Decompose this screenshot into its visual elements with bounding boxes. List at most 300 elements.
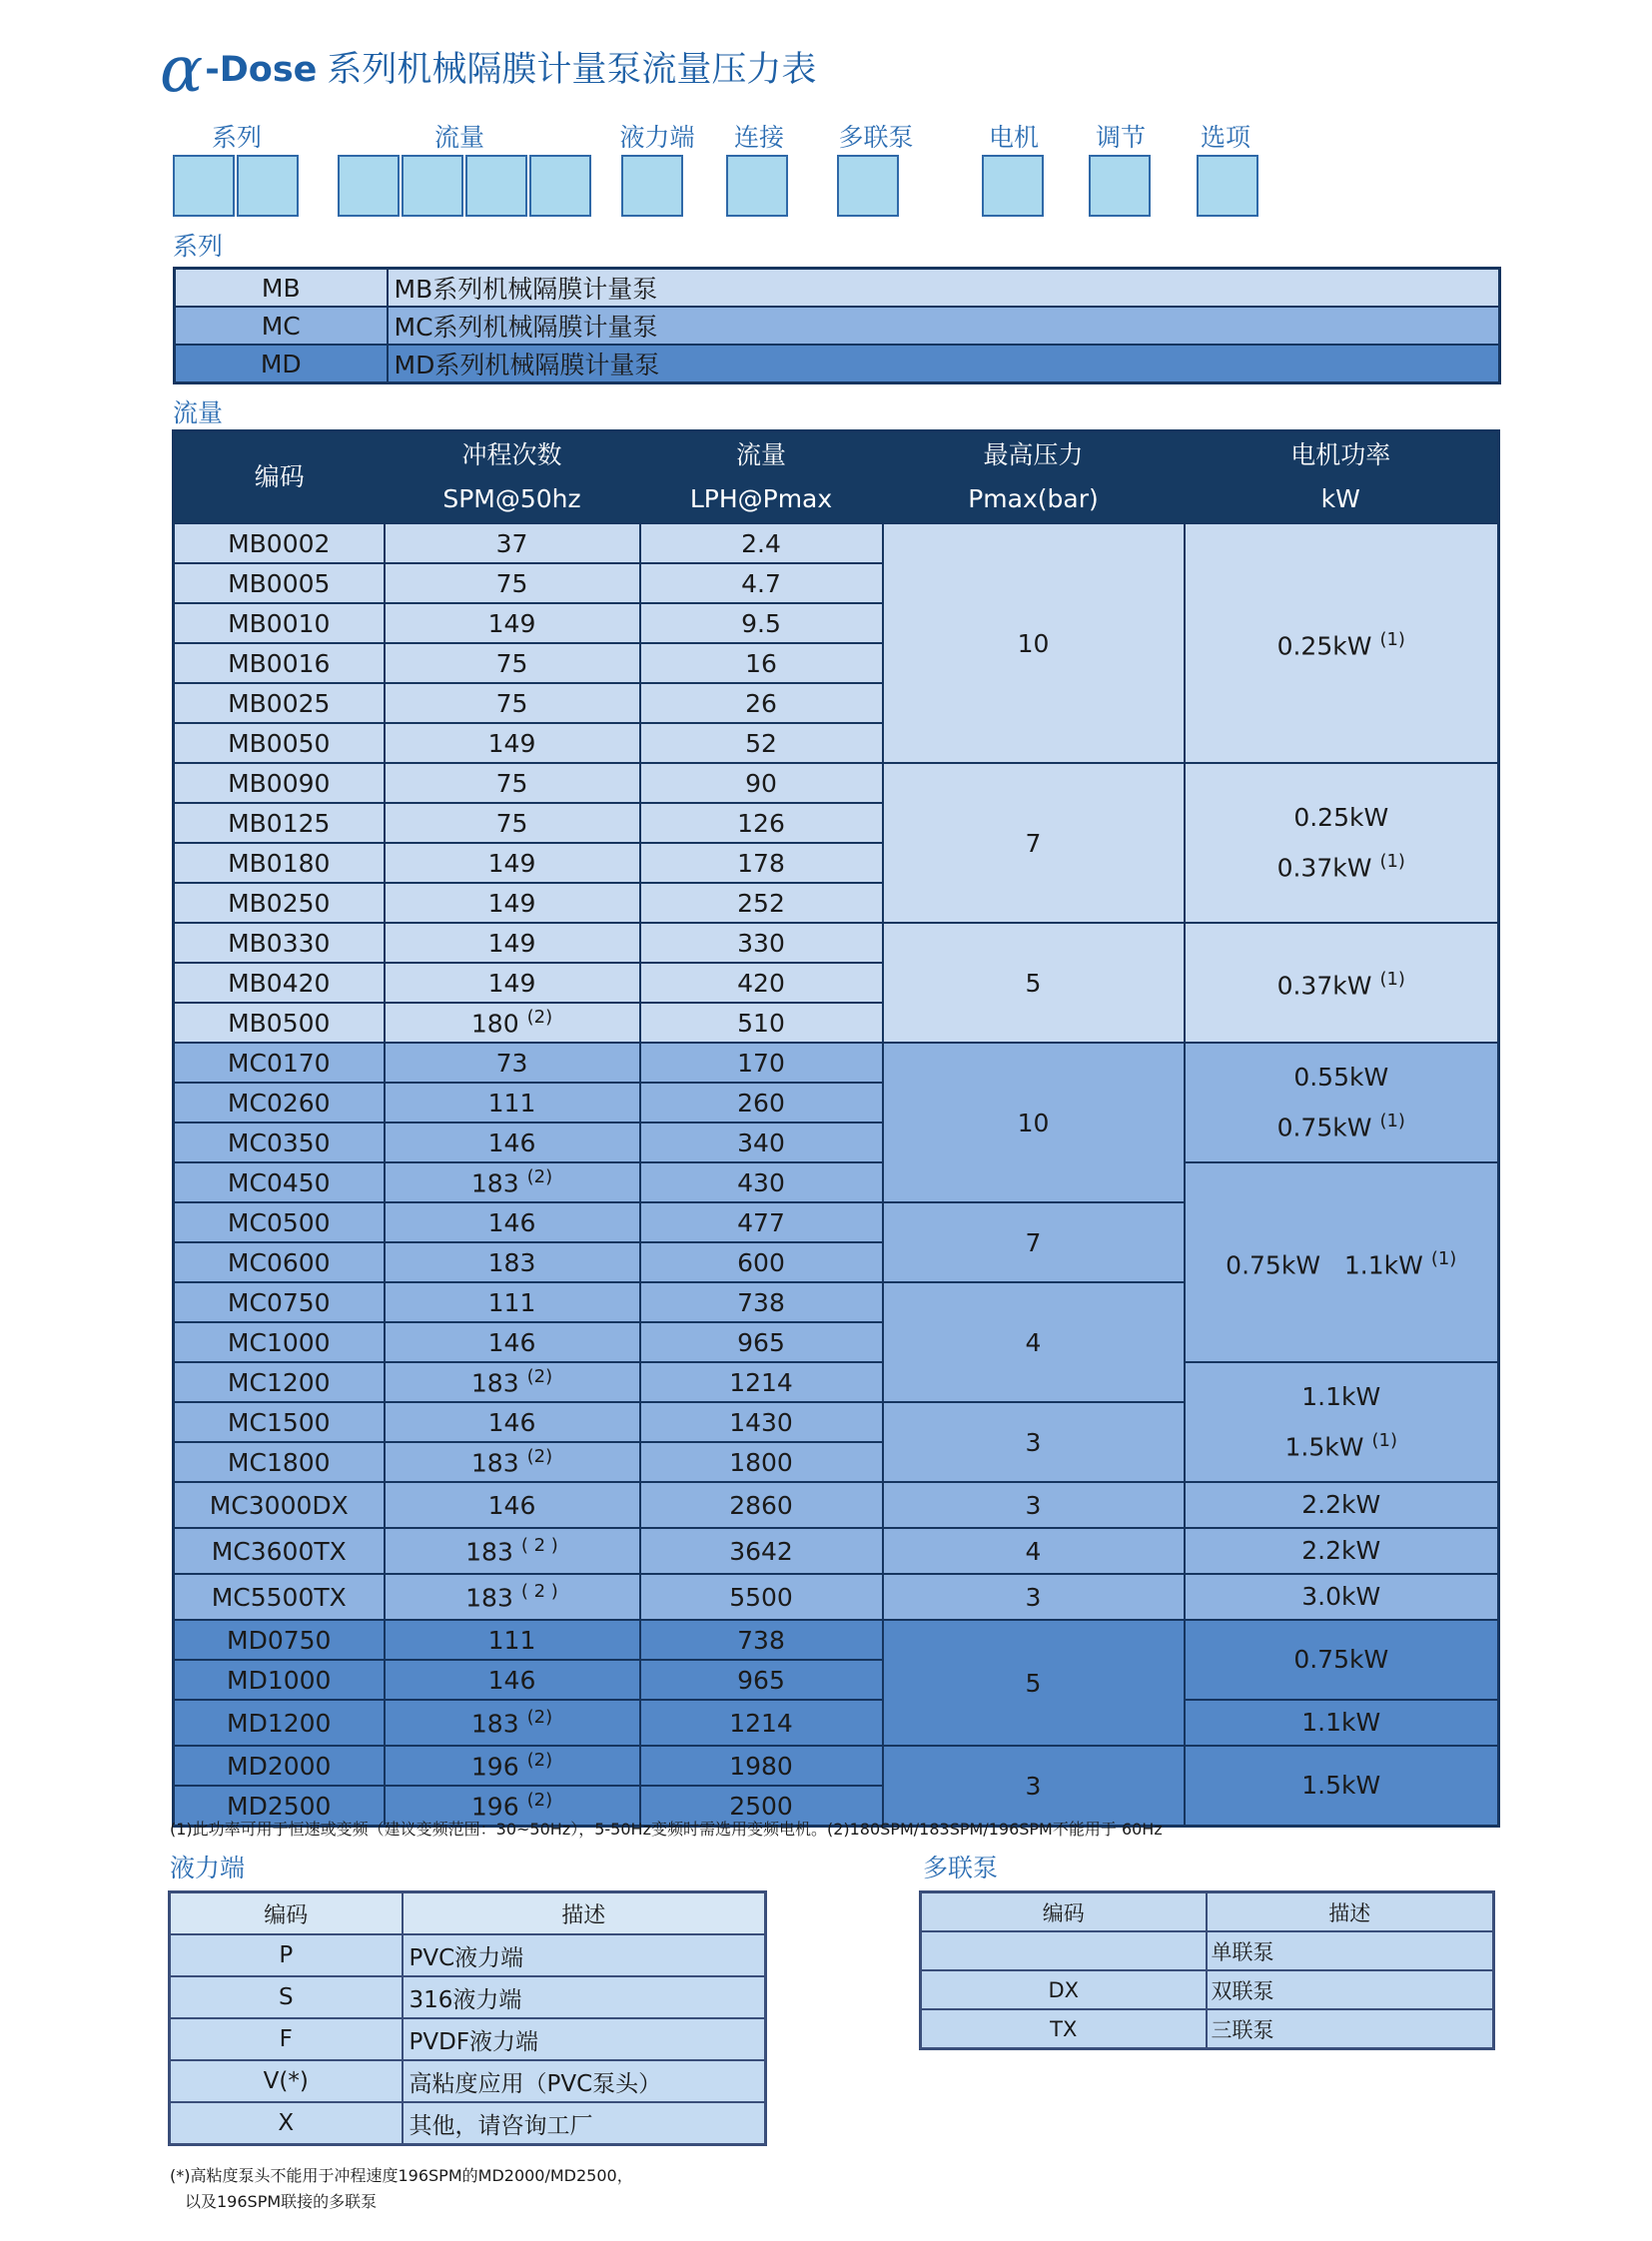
flow-rate: 420 [640,963,883,1003]
max-pressure: 10 [883,523,1185,763]
stroke-rate-value: 75 [495,768,528,798]
motor-power-value: 2.2kW [1301,1536,1381,1565]
stroke-rate [385,1402,640,1442]
code-box [621,155,683,217]
stroke-rate-value: 183 [470,1168,519,1198]
flow-rate: 252 [640,883,883,923]
table-row [174,763,1499,803]
series-description: MB系列机械隔膜计量泵 [388,269,1500,308]
table-row [174,923,1499,963]
stroke-rate [385,963,640,1003]
model-code: MC0600 [174,1242,385,1282]
series-code: MD [175,345,388,383]
motor-power-line [1186,1237,1498,1287]
footnote-marker: (2) [526,1707,553,1729]
stroke-rate-value: 183 [470,1448,519,1478]
end-footnote-line1: (*)高粘度泵头不能用于冲程速度196SPM的MD2000/MD2500， [170,2166,633,2185]
header-pressure-title: 最高压力 [983,440,1084,469]
brand-name: -Dose [205,50,318,90]
motor-power-value: 0.55kW [1293,1062,1389,1092]
title-text: 系列机械隔膜计量泵流量压力表 [327,50,817,90]
motor-power [1185,1162,1499,1362]
max-pressure: 4 [883,1528,1185,1574]
flow-rate: 2860 [640,1482,883,1528]
flow-rate: 5500 [640,1574,883,1620]
stroke-rate [385,1442,640,1482]
flow-rate: 1800 [640,1442,883,1482]
flow-rate: 170 [640,1043,883,1083]
table-row [170,1976,766,2018]
footnote-marker: (2) [526,1750,553,1772]
footnote-marker: (1) [1379,968,1405,990]
model-code: MD1000 [174,1660,385,1700]
motor-power-line [1186,1483,1498,1527]
code-box [726,155,788,217]
model-code: MD0750 [174,1620,385,1660]
header-power [1185,431,1499,524]
footnote-marker: (2) [526,1790,553,1812]
end-code: X [170,2102,403,2145]
series-description: MC系列机械隔膜计量泵 [388,307,1500,345]
config-label-option: 选项 [1200,123,1250,152]
end-description: 其他，请咨询工厂 [403,2102,766,2145]
motor-power-line [1186,1529,1498,1573]
multi-description: 单联泵 [1207,1931,1494,1970]
code-box [837,155,899,217]
flow-rate: 510 [640,1003,883,1043]
model-code: MB0420 [174,963,385,1003]
series-row [175,269,1500,308]
model-code: MB0002 [174,523,385,563]
series-row [175,345,1500,383]
config-label-end: 液力端 [619,123,695,152]
model-code: MC3000DX [174,1482,385,1528]
footnote-marker: (1) [1379,628,1405,650]
flow-rate: 260 [640,1083,883,1122]
model-code: MB0125 [174,803,385,843]
motor-power-value: 3.0kW [1301,1582,1381,1611]
motor-power-value: 0.25kW [1293,802,1389,832]
header-flow [640,431,883,524]
model-code: MD1200 [174,1700,385,1746]
multi-header-row [921,1892,1494,1932]
flow-rate: 4.7 [640,563,883,603]
motor-power-line [1186,1764,1498,1808]
model-code: MC3600TX [174,1528,385,1574]
stroke-rate [385,1043,640,1083]
config-label-connection: 连接 [733,123,784,152]
motor-power [1185,1746,1499,1827]
table-row [174,1362,1499,1402]
flow-rate: 1430 [640,1402,883,1442]
config-label-adjust: 调节 [1095,123,1146,152]
header-flow-title: 流量 [735,440,786,469]
code-box [982,155,1044,217]
max-pressure: 5 [883,923,1185,1043]
flow-rate: 738 [640,1620,883,1660]
model-code: MB0500 [174,1003,385,1043]
motor-power-line [1186,840,1498,890]
stroke-rate-value: 73 [495,1048,528,1078]
footnote-marker: ( 2 ) [520,1535,558,1557]
stroke-rate-value: 183 [465,1537,513,1567]
stroke-rate [385,1660,640,1700]
max-pressure: 10 [883,1043,1185,1202]
stroke-rate [385,643,640,683]
end-description: PVC液力端 [403,1934,766,1976]
multi-header-code: 编码 [921,1892,1207,1932]
motor-power-line [1186,1575,1498,1619]
stroke-rate [385,723,640,763]
stroke-rate-value: 75 [495,688,528,718]
motor-power-line [1186,1375,1498,1419]
config-boxes-multi [837,155,901,217]
table-row [174,1700,1499,1746]
footnote-marker: (1) [1379,850,1405,872]
series-code: MC [175,307,388,345]
table-row [170,1934,766,1976]
stroke-rate [385,1122,640,1162]
motor-power-value: 0.75kW [1276,1113,1372,1142]
stroke-rate-value: 146 [487,1665,536,1695]
header-power-unit: kW [1320,484,1360,513]
flow-rate: 1980 [640,1746,883,1786]
config-boxes-connection [726,155,790,217]
config-label-series: 系列 [211,123,262,152]
model-code: MB0016 [174,643,385,683]
header-spm-unit: SPM@50hz [442,484,581,513]
stroke-rate-value: 146 [487,1127,536,1157]
table-row [174,1574,1499,1620]
stroke-rate-value: 183 [470,1368,519,1398]
model-code: MC0350 [174,1122,385,1162]
model-code: MC5500TX [174,1574,385,1620]
motor-power-line [1186,618,1498,668]
multi-description: 双联泵 [1207,1970,1494,2009]
series-description: MD系列机械隔膜计量泵 [388,345,1500,383]
config-boxes-option [1197,155,1260,217]
footnote-marker: (2) [526,1366,553,1388]
flow-rate: 2.4 [640,523,883,563]
max-pressure: 3 [883,1574,1185,1620]
stroke-rate-value: 111 [487,1088,536,1118]
stroke-rate [385,563,640,603]
flow-table [172,429,1500,1828]
multi-pump-table [919,1890,1495,2050]
stroke-rate [385,603,640,643]
stroke-rate-value: 37 [495,528,528,558]
footnote-marker: (1) [1379,1110,1405,1131]
stroke-rate [385,1282,640,1322]
table-row [174,1528,1499,1574]
code-box [338,155,400,217]
header-spm-title: 冲程次数 [461,440,562,469]
table-row [921,1970,1494,2009]
flow-rate: 965 [640,1322,883,1362]
end-footnote-line2: 以及196SPM联接的多联泵 [185,2192,378,2211]
motor-power [1185,1620,1499,1700]
motor-power-line [1186,796,1498,840]
end-header-code: 编码 [170,1892,403,1935]
series-row [175,307,1500,345]
footnote-marker: (2) [526,1007,553,1029]
stroke-rate [385,1362,640,1402]
model-code: MB0005 [174,563,385,603]
table-row [174,1043,1499,1083]
max-pressure: 7 [883,763,1185,923]
section-title-liquid-end: 液力端 [170,1854,246,1882]
stroke-rate-value: 196 [470,1792,519,1822]
stroke-rate [385,1242,640,1282]
stroke-rate-value: 149 [487,608,536,638]
footnote-marker: ( 2 ) [520,1581,558,1603]
stroke-rate-value: 149 [487,968,536,998]
model-code: MC0500 [174,1202,385,1242]
section-title-flow: 流量 [173,398,224,427]
max-pressure: 4 [883,1282,1185,1402]
flow-rate: 965 [640,1660,883,1700]
stroke-rate [385,1700,640,1746]
stroke-rate [385,803,640,843]
stroke-rate [385,1528,640,1574]
flow-rate: 1214 [640,1362,883,1402]
footnote-marker: (1) [1371,1429,1397,1451]
stroke-rate-value: 75 [495,648,528,678]
max-pressure: 3 [883,1402,1185,1482]
motor-power-value: 0.37kW [1276,853,1372,883]
config-boxes-adjust [1089,155,1153,217]
config-boxes-series [173,155,301,217]
header-spm [385,431,640,524]
stroke-rate [385,1482,640,1528]
stroke-rate [385,883,640,923]
stroke-rate [385,1162,640,1202]
model-code: MC0750 [174,1282,385,1322]
motor-power [1185,523,1499,763]
motor-power-line [1186,1701,1498,1745]
motor-power [1185,1482,1499,1528]
motor-power-line [1186,1056,1498,1100]
flow-rate: 178 [640,843,883,883]
series-code: MB [175,269,388,308]
flow-rate: 600 [640,1242,883,1282]
model-code: MB0330 [174,923,385,963]
header-power-title: 电机功率 [1290,440,1391,469]
model-code: MC1200 [174,1362,385,1402]
flow-rate: 430 [640,1162,883,1202]
max-pressure: 3 [883,1482,1185,1528]
end-description: 316液力端 [403,1976,766,2018]
stroke-rate-value: 111 [487,1287,536,1317]
table-row [174,523,1499,563]
flow-rate: 340 [640,1122,883,1162]
motor-power-value: 1.1kW [1301,1708,1381,1737]
end-header-desc: 描述 [403,1892,766,1935]
end-description: PVDF液力端 [403,2018,766,2060]
multi-code: DX [921,1970,1207,2009]
motor-power [1185,1528,1499,1574]
stroke-rate [385,1322,640,1362]
stroke-rate-value: 111 [487,1625,536,1655]
flow-rate: 16 [640,643,883,683]
table-row [174,1746,1499,1786]
header-pressure [883,431,1185,524]
model-code: MC1500 [174,1402,385,1442]
code-box [465,155,527,217]
code-box [237,155,299,217]
footnote-marker: (2) [526,1446,553,1468]
table-row [174,1620,1499,1660]
table-row [170,2102,766,2145]
motor-power-line [1186,958,1498,1008]
series-table [173,267,1501,384]
stroke-rate-value: 149 [487,888,536,918]
model-code: MB0090 [174,763,385,803]
alpha-logo: α [160,33,204,107]
liquid-end-table [168,1890,767,2146]
stroke-rate-value: 149 [487,848,536,878]
motor-power-value: 0.25kW [1276,631,1372,661]
section-title-series: 系列 [173,232,224,261]
max-pressure: 5 [883,1620,1185,1746]
end-code: P [170,1934,403,1976]
model-code: MD2000 [174,1746,385,1786]
motor-power-line [1186,1638,1498,1682]
code-box [402,155,463,217]
flow-rate: 9.5 [640,603,883,643]
motor-power [1185,923,1499,1043]
header-pressure-unit: Pmax(bar) [968,484,1099,513]
motor-power-value: 2.2kW [1301,1490,1381,1519]
section-title-multi-pump: 多联泵 [923,1854,999,1882]
footnote-marker: (2) [526,1166,553,1188]
motor-power-line [1186,1419,1498,1469]
flow-rate: 90 [640,763,883,803]
config-label-motor: 电机 [988,123,1039,152]
table-row [921,2009,1494,2049]
code-box [529,155,591,217]
table-row [170,2060,766,2102]
stroke-rate-value: 146 [487,1407,536,1437]
stroke-rate [385,523,640,563]
end-description: 高粘度应用（PVC泵头） [403,2060,766,2102]
end-code: V(*) [170,2060,403,2102]
config-boxes-end [621,155,685,217]
motor-power-line [1186,1100,1498,1149]
max-pressure: 7 [883,1202,1185,1282]
flow-rate: 2500 [640,1786,883,1827]
multi-header-desc: 描述 [1207,1892,1494,1932]
motor-power-value: 1.1kW [1301,1381,1381,1411]
config-label-multi: 多联泵 [838,123,914,152]
motor-power-value: 1.5kW [1301,1771,1381,1800]
motor-power [1185,1574,1499,1620]
table-row [174,1162,1499,1202]
code-box [1197,155,1258,217]
config-boxes-flow [338,155,593,217]
stroke-rate [385,763,640,803]
motor-power [1185,763,1499,923]
model-code: MB0250 [174,883,385,923]
stroke-rate [385,923,640,963]
model-code: MB0050 [174,723,385,763]
config-label-flow: 流量 [433,123,484,152]
flow-rate: 52 [640,723,883,763]
motor-power-value: 0.75kW 1.1kW [1226,1250,1423,1280]
motor-power [1185,1362,1499,1482]
motor-power [1185,1700,1499,1746]
flow-header-row [174,431,1499,524]
stroke-rate [385,1003,640,1043]
footnote-marker: (1) [1430,1247,1457,1269]
stroke-rate-value: 183 [465,1583,513,1613]
config-boxes-motor [982,155,1046,217]
model-code: MC0260 [174,1083,385,1122]
motor-power [1185,1043,1499,1162]
code-box [173,155,235,217]
stroke-rate [385,683,640,723]
multi-description: 三联泵 [1207,2009,1494,2049]
code-box [1089,155,1151,217]
flow-rate: 477 [640,1202,883,1242]
stroke-rate [385,1620,640,1660]
motor-power-value: 0.75kW [1293,1645,1389,1674]
stroke-rate [385,1574,640,1620]
flow-rate: 738 [640,1282,883,1322]
stroke-rate [385,1746,640,1786]
flow-rate: 1214 [640,1700,883,1746]
end-code: S [170,1976,403,2018]
stroke-rate-value: 75 [495,568,528,598]
stroke-rate-value: 196 [470,1752,519,1782]
end-header-row [170,1892,766,1935]
max-pressure: 3 [883,1746,1185,1827]
model-code: MC0450 [174,1162,385,1202]
stroke-rate [385,843,640,883]
model-code: MB0010 [174,603,385,643]
model-code: MD2500 [174,1786,385,1827]
model-code: MC1000 [174,1322,385,1362]
model-code: MB0025 [174,683,385,723]
stroke-rate-value: 183 [470,1709,519,1739]
stroke-rate-value: 183 [487,1247,536,1277]
flow-rate: 330 [640,923,883,963]
stroke-rate-value: 146 [487,1490,536,1520]
page-title [160,33,817,107]
multi-code [921,1931,1207,1970]
stroke-rate-value: 75 [495,808,528,838]
stroke-rate-value: 146 [487,1327,536,1357]
multi-code: TX [921,2009,1207,2049]
header-code [174,431,385,524]
header-code-text: 编码 [254,462,305,491]
motor-power-value: 0.37kW [1276,971,1372,1001]
model-code: MC1800 [174,1442,385,1482]
flow-rate: 26 [640,683,883,723]
flow-rate: 3642 [640,1528,883,1574]
stroke-rate-value: 146 [487,1207,536,1237]
flow-rate: 126 [640,803,883,843]
table-row [170,2018,766,2060]
stroke-rate-value: 149 [487,728,536,758]
stroke-rate [385,1083,640,1122]
model-code: MB0180 [174,843,385,883]
header-flow-unit: LPH@Pmax [689,484,833,513]
motor-power-value: 1.5kW [1284,1432,1364,1462]
stroke-rate [385,1202,640,1242]
stroke-rate-value: 149 [487,928,536,958]
end-code: F [170,2018,403,2060]
